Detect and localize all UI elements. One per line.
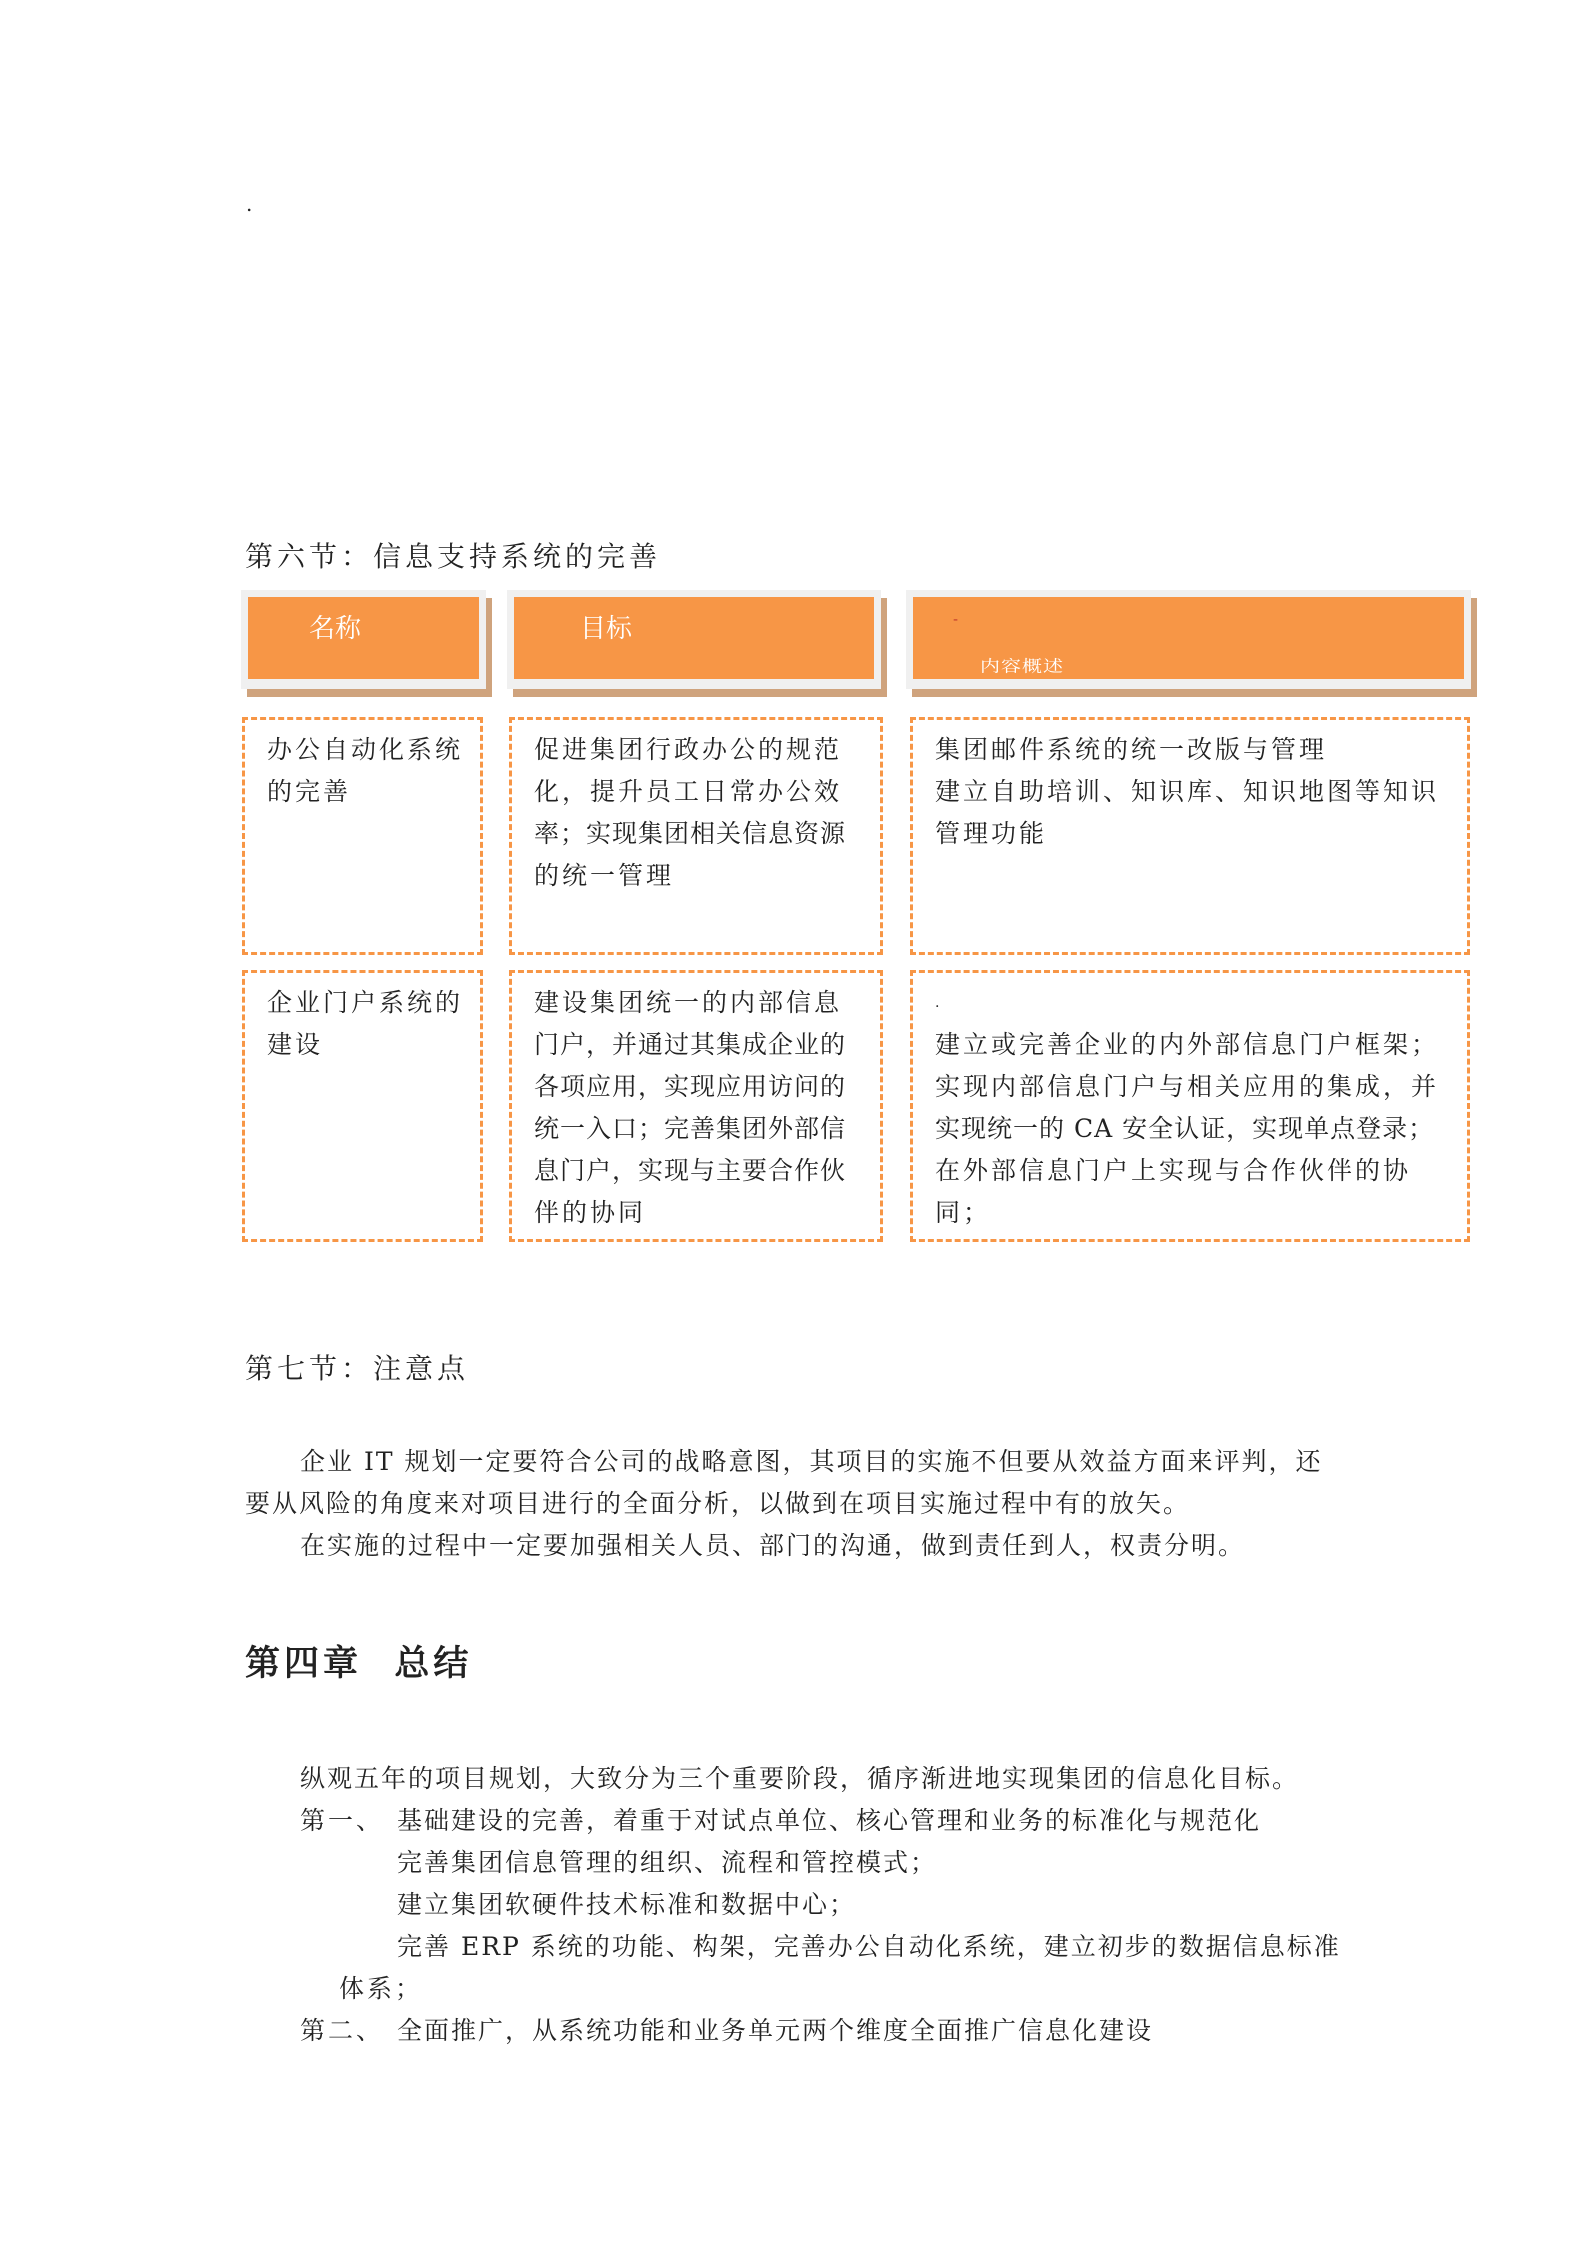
header-goal: [507, 590, 881, 689]
table-cell-name: [242, 970, 483, 1242]
section6-title: 第六节：信息支持系统的完善: [245, 540, 662, 573]
chapter4-title: 第四章 总结: [245, 1644, 473, 1684]
cell-line: 率；实现集团相关信息资源: [534, 819, 847, 848]
list-text: 全面推广，从系统功能和业务单元两个维度全面推广信息化建设: [397, 2016, 1154, 2045]
cell-line: 企业门户系统的: [267, 988, 464, 1017]
cell-line: 同；: [935, 1198, 992, 1227]
cell-line: 息门户，实现与主要合作伙: [534, 1156, 847, 1185]
cell-line: 建设: [267, 1030, 324, 1059]
cell-line: 在外部信息门户上实现与合作伙伴的协: [935, 1156, 1412, 1185]
cell-line: 办公自动化系统: [267, 735, 464, 764]
list-item: 完善 ERP 系统的功能、构架，完善办公自动化系统，建立初步的数据信息标准: [397, 1932, 1341, 1961]
header-summary: [906, 590, 1471, 689]
cell-line: 的统一管理: [534, 861, 675, 890]
header-fill: [514, 597, 874, 679]
header-summary-label: 内容概述: [980, 656, 1064, 676]
header-summary-mark: -: [953, 612, 959, 628]
list-item-cont: 体系；: [339, 1974, 424, 2003]
cell-line: 实现统一的 CA 安全认证，实现单点登录；: [935, 1114, 1435, 1143]
cell-line: 统一入口；完善集团外部信: [534, 1114, 847, 1143]
list-label: 第二、: [300, 2016, 385, 2045]
list-item: 完善集团信息管理的组织、流程和管控模式；: [397, 1848, 938, 1877]
cell-line: 建立自助培训、知识库、知识地图等知识: [935, 777, 1440, 806]
cell-line: 促进集团行政办公的规范: [534, 735, 843, 764]
list-item: 建立集团软硬件技术标准和数据中心；: [397, 1890, 857, 1919]
header-name: [241, 590, 486, 689]
cell-line: 建设集团统一的内部信息: [534, 988, 843, 1017]
table-cell-summary: [910, 717, 1470, 955]
table-cell-summary: [910, 970, 1470, 1242]
cell-line: 实现内部信息门户与相关应用的集成，并: [935, 1072, 1440, 1101]
table-cell-goal: [509, 717, 883, 955]
cell-line: 化，提升员工日常办公效: [534, 777, 843, 806]
paragraph-line: 企业 IT 规划一定要符合公司的战略意图，其项目的实施不但要从效益方面来评判，还: [300, 1447, 1323, 1476]
cell-line: 的完善: [267, 777, 352, 806]
cell-line: 各项应用，实现应用访问的: [534, 1072, 847, 1101]
page-dot: .: [246, 192, 253, 216]
list-text: 基础建设的完善，着重于对试点单位、核心管理和业务的标准化与规范化: [397, 1806, 1262, 1835]
cell-line: 集团邮件系统的统一改版与管理: [935, 735, 1328, 764]
list-label: 第一、: [300, 1806, 385, 1835]
chapter4-intro: 纵观五年的项目规划，大致分为三个重要阶段，循序渐进地实现集团的信息化目标。: [300, 1764, 1300, 1793]
header-name-label: 名称: [309, 614, 362, 644]
header-fill: [248, 597, 479, 679]
cell-line: 门户，并通过其集成企业的: [534, 1030, 847, 1059]
header-goal-label: 目标: [580, 614, 633, 644]
cell-line: 伴的协同: [534, 1198, 647, 1227]
paragraph-line: 要从风险的角度来对项目进行的全面分析，以做到在项目实施过程中有的放矢。: [245, 1489, 1191, 1518]
paragraph-line: 在实施的过程中一定要加强相关人员、部门的沟通，做到责任到人，权责分明。: [300, 1531, 1246, 1560]
cell-line: 建立或完善企业的内外部信息门户框架；: [935, 1030, 1440, 1059]
table-cell-goal: [509, 970, 883, 1242]
section7-title: 第七节：注意点: [245, 1352, 470, 1385]
cell-line: 管理功能: [935, 819, 1048, 848]
table-cell-name: [242, 717, 483, 955]
cell-line: .: [935, 995, 943, 1011]
